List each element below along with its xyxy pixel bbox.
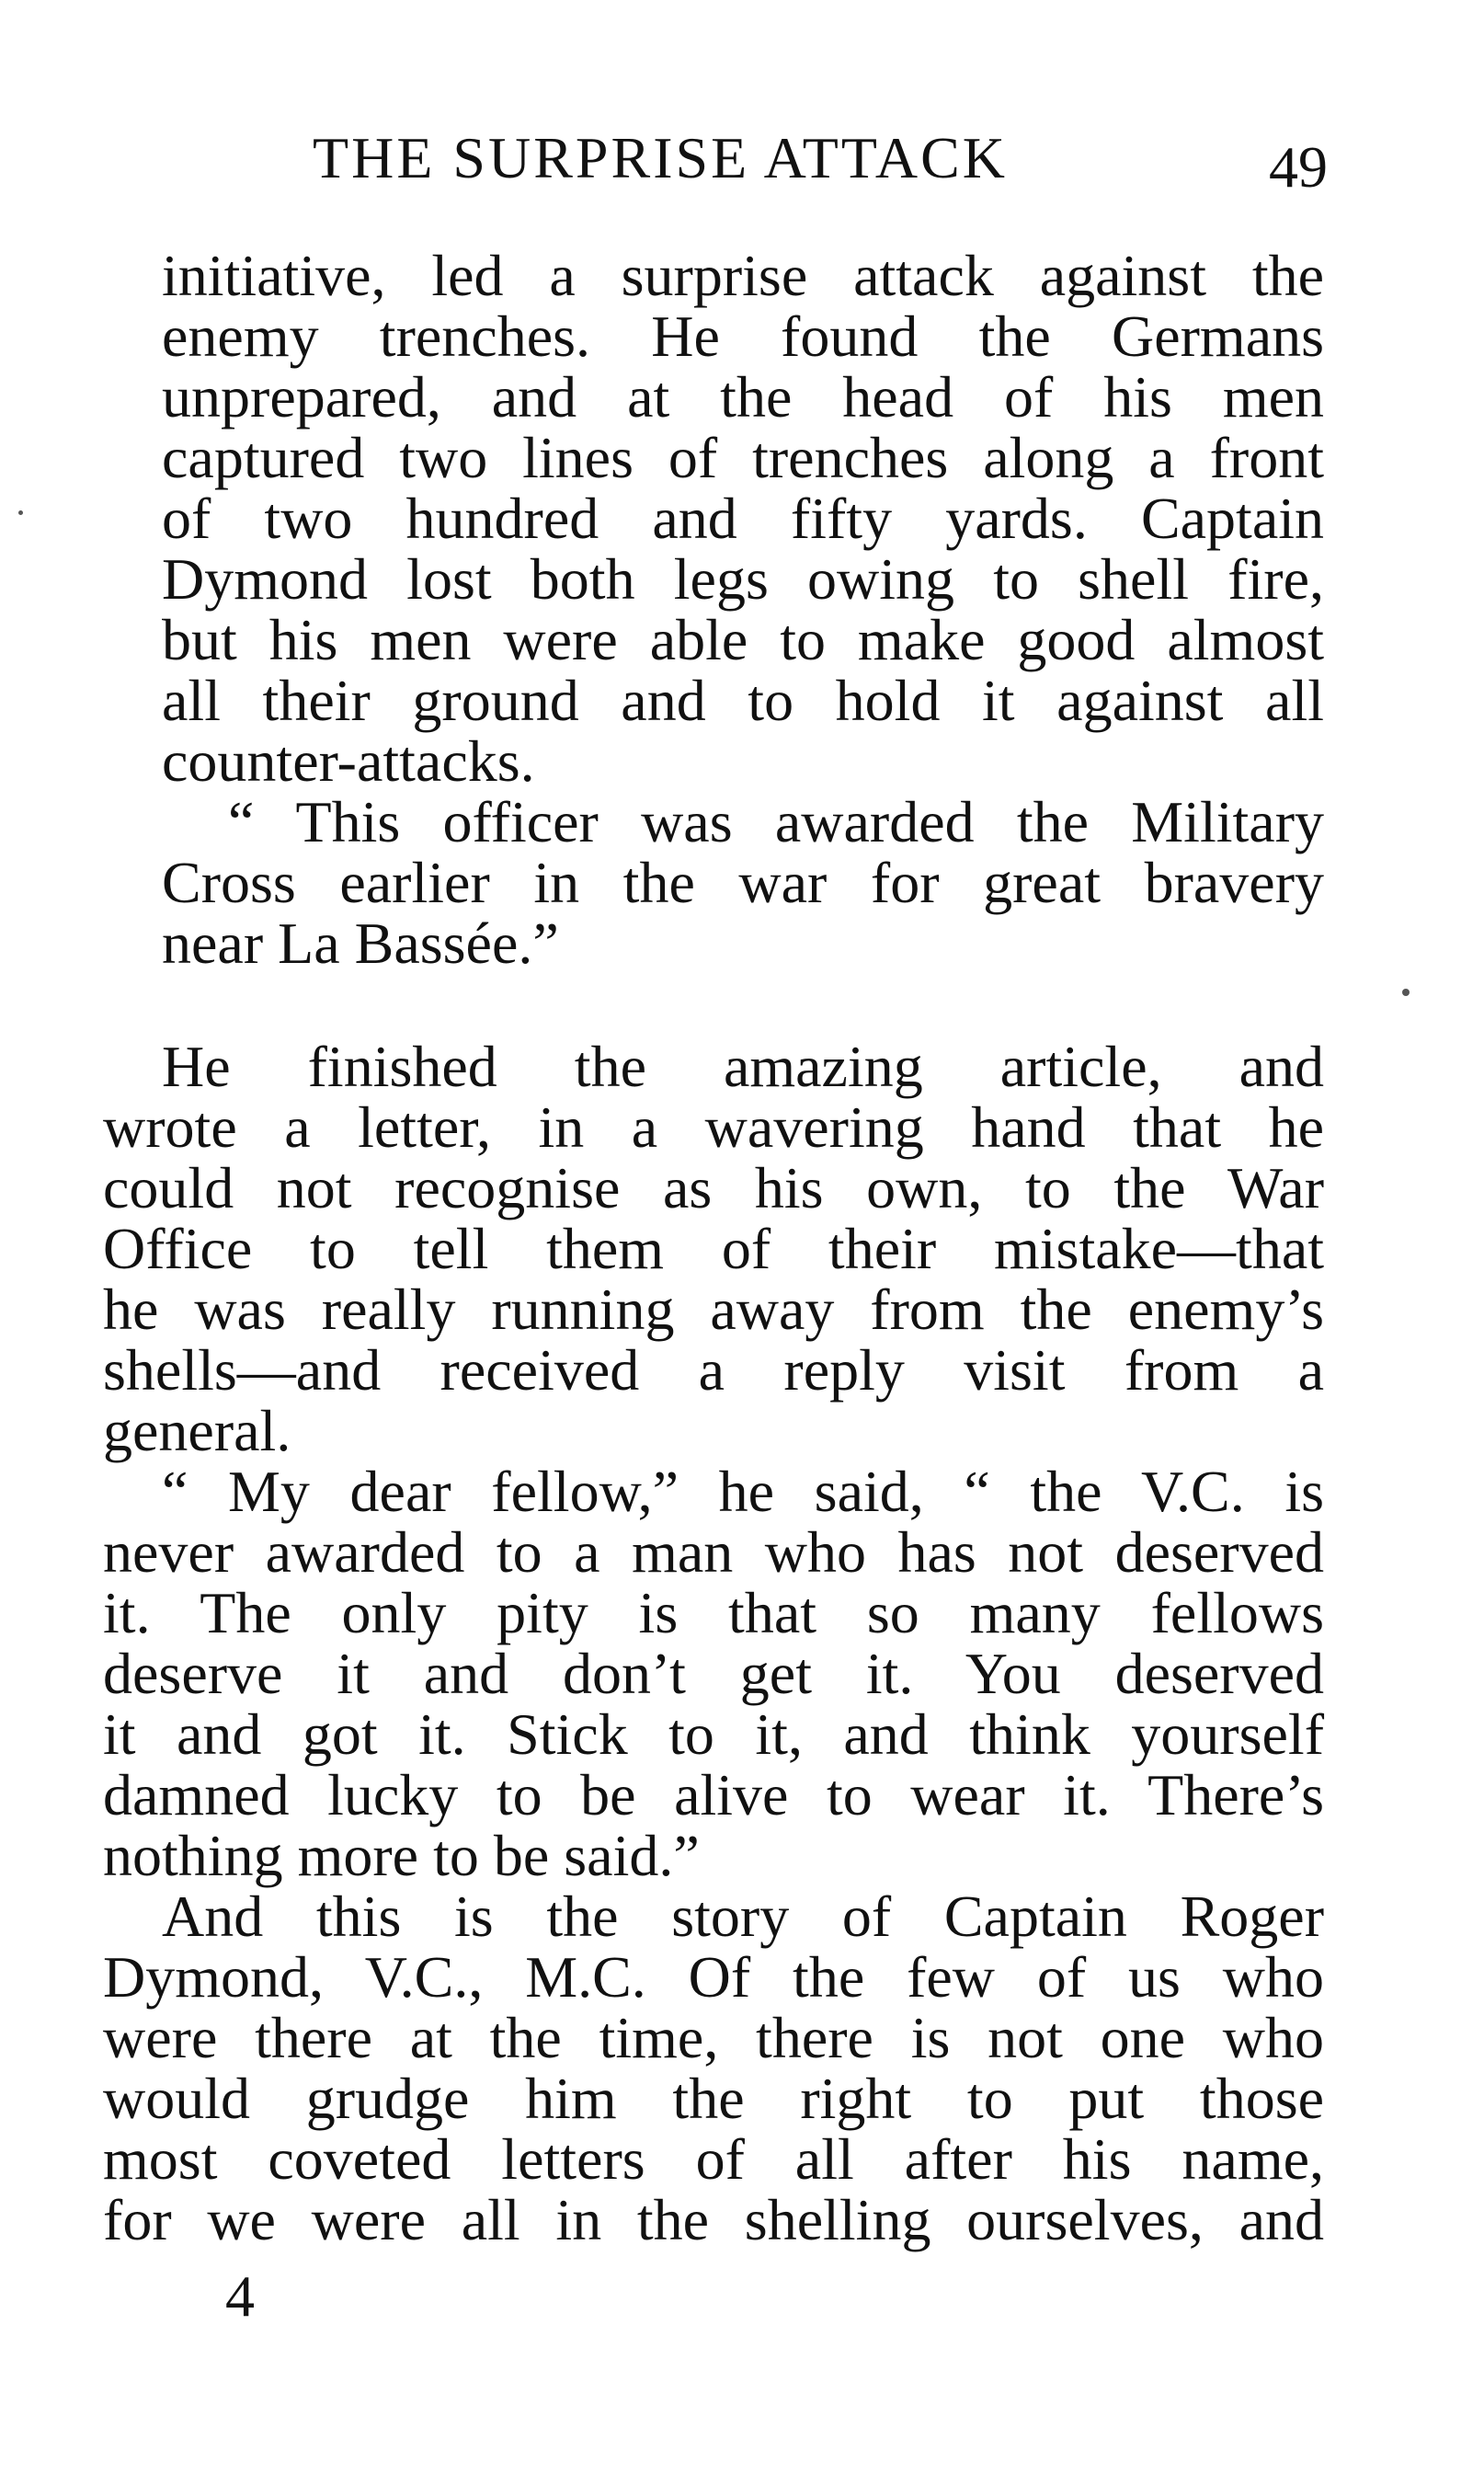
body-line: And this is the story of Captain Roger — [162, 1884, 1324, 1949]
quote-line: Cross earlier in the war for great bravery — [162, 850, 1324, 915]
quote-line: captured two lines of trenches along a front — [162, 425, 1324, 490]
quote-line: initiative, led a surprise attack against the — [162, 243, 1324, 308]
body-line: Dymond, V.C., M.C. Of the few of us who — [103, 1944, 1324, 2010]
quote-line: Dymond lost both legs owing to shell fire, — [162, 546, 1324, 612]
body-line: most coveted letters of all after his name, — [103, 2126, 1324, 2192]
body-line: damned lucky to be alive to wear it. There’s — [103, 1762, 1324, 1827]
body-line: he was really running away from the enemy’s — [103, 1277, 1324, 1342]
body-line: He finished the amazing article, and — [162, 1034, 1324, 1099]
ink-speck — [18, 510, 23, 515]
body-line: deserve it and don’t get it. You deserved — [103, 1641, 1324, 1706]
body-line: could not recognise as his own, to the War — [103, 1155, 1324, 1220]
body-line: general. — [103, 1398, 291, 1463]
quote-line: but his men were able to make good almost — [162, 607, 1324, 672]
body-line: never awarded to a man who has not deserved — [103, 1519, 1324, 1585]
body-line: it. The only pity is that so many fellows — [103, 1580, 1324, 1645]
quote-line: unprepared, and at the head of his men — [162, 364, 1324, 430]
body-line: were there at the time, there is not one who — [103, 2005, 1324, 2070]
quote-line: near La Bassée.” — [162, 911, 559, 976]
body-line: nothing more to be said.” — [103, 1823, 700, 1888]
body-line: Office to tell them of their mistake—that — [103, 1216, 1324, 1281]
running-title: THE SURPRISE ATTACK — [313, 125, 1008, 190]
body-line: would grudge him the right to put those — [103, 2066, 1324, 2131]
quote-line: counter-attacks. — [162, 728, 535, 794]
body-line: “ My dear fellow,” he said, “ the V.C. is — [162, 1459, 1324, 1524]
quote-line: “ This officer was awarded the Military — [228, 789, 1324, 854]
quote-line: enemy trenches. He found the Germans — [162, 304, 1324, 369]
signature-mark: 4 — [225, 2263, 255, 2329]
ink-speck — [1402, 989, 1410, 996]
body-line: wrote a letter, in a wavering hand that he — [103, 1094, 1324, 1160]
body-line: for we were all in the shelling ourselves, and — [103, 2187, 1324, 2252]
page-number: 49 — [1269, 134, 1328, 200]
quote-line: of two hundred and fifty yards. Captain — [162, 486, 1324, 551]
body-line: it and got it. Stick to it, and think yourself — [103, 1701, 1324, 1767]
quote-line: all their ground and to hold it against all — [162, 668, 1324, 733]
body-line: shells—and received a reply visit from a — [103, 1337, 1324, 1403]
